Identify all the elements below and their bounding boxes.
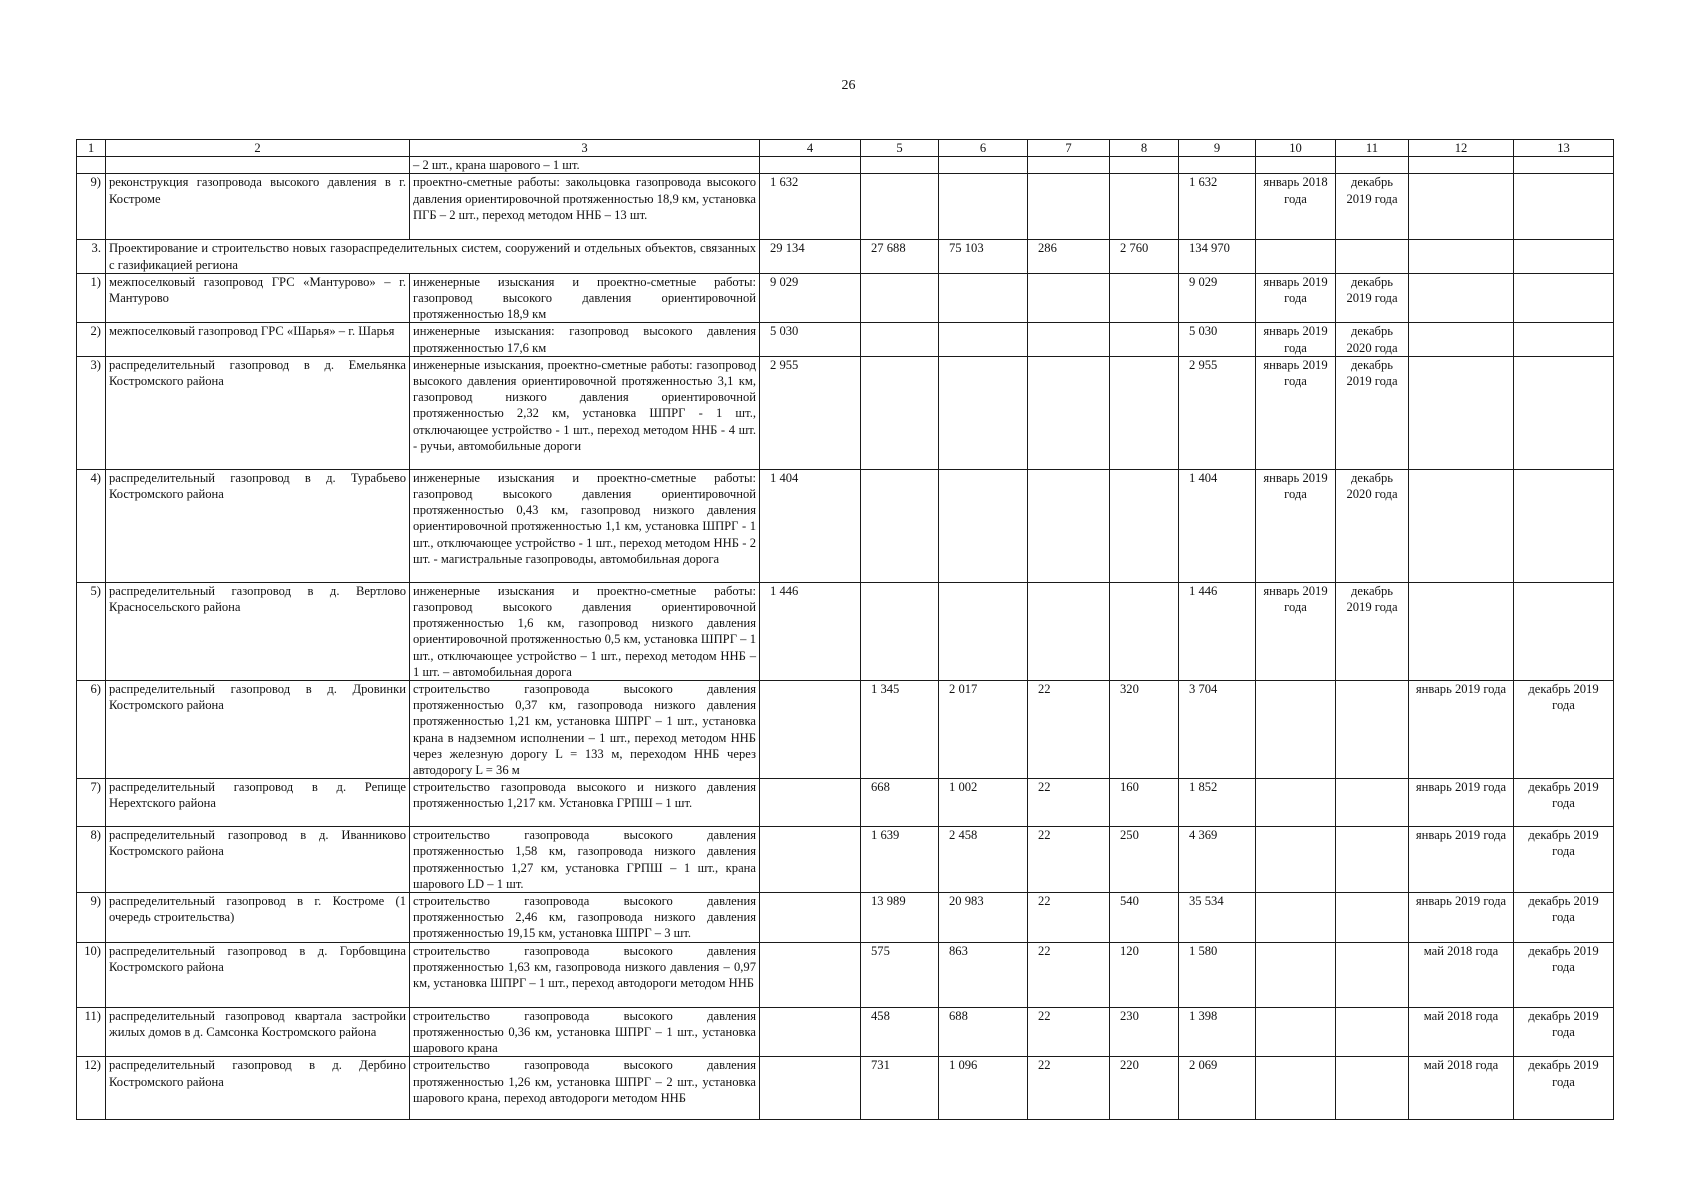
table-row bbox=[77, 942, 1614, 1007]
cell-col-9: 4 369 bbox=[1179, 827, 1256, 893]
table-row bbox=[77, 779, 1614, 827]
cell-col-9: 9 029 bbox=[1179, 273, 1256, 323]
cell-construction-end: декабрь 2019 года bbox=[1514, 827, 1614, 893]
col-header-11: 11 bbox=[1336, 140, 1409, 157]
cell-construction-end: декабрь 2019 года bbox=[1514, 893, 1614, 943]
cell-col-4 bbox=[760, 681, 861, 779]
cell-start-date bbox=[1256, 827, 1336, 893]
cell-col-9: 1 404 bbox=[1179, 469, 1256, 582]
cell-col-7 bbox=[1028, 582, 1110, 680]
section-col-9: 134 970 bbox=[1179, 240, 1256, 273]
work-description: строительство газопровода высокого давления протяженностью 1,63 км, газопровода низкого давления – 0,97 км, установка ШПРГ – 1 шт., переход автодороги методом ННБ bbox=[410, 942, 760, 1007]
investment-program-table bbox=[76, 139, 1614, 1120]
cell-col-8: 230 bbox=[1110, 1007, 1179, 1057]
cell-col-6: 1 096 bbox=[939, 1057, 1028, 1120]
cell-col-8 bbox=[1110, 273, 1179, 323]
cell-col-4: 1 632 bbox=[760, 174, 861, 240]
cell-col-9: 1 632 bbox=[1179, 174, 1256, 240]
table-row bbox=[77, 1007, 1614, 1057]
object-name: распределительный газопровод в д. Емельянка Костромского района bbox=[106, 356, 410, 469]
col-header-6: 6 bbox=[939, 140, 1028, 157]
object-name: распределительный газопровод в д. Горбовщина Костромского района bbox=[106, 942, 410, 1007]
cell-col-9: 2 069 bbox=[1179, 1057, 1256, 1120]
cell-col-6: 1 002 bbox=[939, 779, 1028, 827]
column-number-row bbox=[77, 140, 1614, 157]
cell-col-4 bbox=[760, 827, 861, 893]
cell-col-4: 2 955 bbox=[760, 356, 861, 469]
cell-col-6: 2 017 bbox=[939, 681, 1028, 779]
cell-start-date bbox=[1256, 893, 1336, 943]
cell-col-7 bbox=[1028, 323, 1110, 356]
cell-col-6 bbox=[939, 582, 1028, 680]
cell-col-7 bbox=[1028, 356, 1110, 469]
table-row bbox=[77, 469, 1614, 582]
row-number: 2) bbox=[77, 323, 106, 356]
cell-col-5 bbox=[861, 323, 939, 356]
section-col-4: 29 134 bbox=[760, 240, 861, 273]
work-description: строительство газопровода высокого давления протяженностью 2,46 км, газопровода низкого давления протяженностью 19,15 км, установка ШПРГ – 3 шт. bbox=[410, 893, 760, 943]
cell-col-4: 9 029 bbox=[760, 273, 861, 323]
work-description: строительство газопровода высокого давления протяженностью 0,37 км, газопровода низкого давления протяженностью 1,21 км, установка ШПРГ – 1 шт., установка крана в надземном исполнении – 1 шт., переход методом ННБ через железную дорогу L = 133 м, переходом ННБ через автодорогу L = 36 м bbox=[410, 681, 760, 779]
table-row bbox=[77, 681, 1614, 779]
section-number: 3. bbox=[77, 240, 106, 273]
row-number: 8) bbox=[77, 827, 106, 893]
cell-col-8: 120 bbox=[1110, 942, 1179, 1007]
section-col-7: 286 bbox=[1028, 240, 1110, 273]
cell-construction-end: декабрь 2019 года bbox=[1514, 1007, 1614, 1057]
cell-col-6: 20 983 bbox=[939, 893, 1028, 943]
cell-col-5: 1 639 bbox=[861, 827, 939, 893]
table-row bbox=[77, 827, 1614, 893]
cell-end-date: декабрь 2020 года bbox=[1336, 469, 1409, 582]
cell-construction-start: май 2018 года bbox=[1409, 1007, 1514, 1057]
object-name: межпоселковый газопровод ГРС «Мантурово» – г. Мантурово bbox=[106, 273, 410, 323]
row-number: 12) bbox=[77, 1057, 106, 1120]
work-description: строительство газопровода высокого давления протяженностью 1,58 км, газопровода низкого давления протяженностью 1,27 км, установка ГРПШ – 1 шт., крана шарового LD – 1 шт. bbox=[410, 827, 760, 893]
cell-col-5: 458 bbox=[861, 1007, 939, 1057]
cell-col-4: 1 404 bbox=[760, 469, 861, 582]
cell-start-date: январь 2019 года bbox=[1256, 356, 1336, 469]
row-number: 4) bbox=[77, 469, 106, 582]
cell-col-6: 2 458 bbox=[939, 827, 1028, 893]
cell-construction-start bbox=[1409, 469, 1514, 582]
cell-col-4 bbox=[760, 942, 861, 1007]
cell-construction-end bbox=[1514, 323, 1614, 356]
cell-col-7: 22 bbox=[1028, 942, 1110, 1007]
col-header-9: 9 bbox=[1179, 140, 1256, 157]
continuation-row bbox=[77, 157, 1614, 174]
cell-col-8 bbox=[1110, 356, 1179, 469]
cell-col-5: 575 bbox=[861, 942, 939, 1007]
object-name: распределительный газопровод в д. Турабьево Костромского района bbox=[106, 469, 410, 582]
cell-construction-start: январь 2019 года bbox=[1409, 827, 1514, 893]
cell-col-8 bbox=[1110, 469, 1179, 582]
cell-col-7 bbox=[1028, 469, 1110, 582]
cell-end-date bbox=[1336, 893, 1409, 943]
cell-col-5 bbox=[861, 582, 939, 680]
cell-start-date bbox=[1256, 1007, 1336, 1057]
cell-col-9: 3 704 bbox=[1179, 681, 1256, 779]
cell-construction-start bbox=[1409, 582, 1514, 680]
continuation-text: – 2 шт., крана шарового – 1 шт. bbox=[410, 157, 760, 174]
table-row bbox=[77, 174, 1614, 240]
cell-col-7 bbox=[1028, 273, 1110, 323]
cell-col-7: 22 bbox=[1028, 681, 1110, 779]
cell-col-9: 1 580 bbox=[1179, 942, 1256, 1007]
col-header-3: 3 bbox=[410, 140, 760, 157]
cell-col-7: 22 bbox=[1028, 779, 1110, 827]
cell-construction-start: январь 2019 года bbox=[1409, 779, 1514, 827]
cell-col-6 bbox=[939, 323, 1028, 356]
cell-end-date bbox=[1336, 827, 1409, 893]
cell-start-date bbox=[1256, 942, 1336, 1007]
object-name: распределительный газопровод квартала застройки жилых домов в д. Самсонка Костромского района bbox=[106, 1007, 410, 1057]
cell-col-9: 1 446 bbox=[1179, 582, 1256, 680]
cell-col-8: 160 bbox=[1110, 779, 1179, 827]
object-name: распределительный газопровод в д. Репище Нерехтского района bbox=[106, 779, 410, 827]
row-number: 5) bbox=[77, 582, 106, 680]
cell-end-date bbox=[1336, 942, 1409, 1007]
work-description: строительство газопровода высокого давления протяженностью 0,36 км, установка ШПРГ – 1 шт., установка шарового крана bbox=[410, 1007, 760, 1057]
cell-col-9: 1 398 bbox=[1179, 1007, 1256, 1057]
section-row bbox=[77, 240, 1614, 273]
cell-end-date bbox=[1336, 1007, 1409, 1057]
col-header-7: 7 bbox=[1028, 140, 1110, 157]
object-name: межпоселковый газопровод ГРС «Шарья» – г. Шарья bbox=[106, 323, 410, 356]
col-header-5: 5 bbox=[861, 140, 939, 157]
cell-col-6 bbox=[939, 273, 1028, 323]
cell-construction-start: май 2018 года bbox=[1409, 1057, 1514, 1120]
page-number: 26 bbox=[841, 78, 856, 93]
object-name: распределительный газопровод в д. Дровинки Костромского района bbox=[106, 681, 410, 779]
cell-col-8: 220 bbox=[1110, 1057, 1179, 1120]
cell-col-7: 22 bbox=[1028, 827, 1110, 893]
cell-construction-end bbox=[1514, 356, 1614, 469]
cell-construction-start: январь 2019 года bbox=[1409, 893, 1514, 943]
cell-col-4 bbox=[760, 893, 861, 943]
cell-construction-end: декабрь 2019 года bbox=[1514, 942, 1614, 1007]
work-description: инженерные изыскания и проектно-сметные работы: газопровод высокого давления ориентировочной протяженностью 1,6 км, газопровод низкого давления ориентировочной протяженностью 0,5 км, установка ШПРГ – 1 шт., отключающее устройство – 1 шт., переход методом ННБ – 1 шт. – автомобильная дорога bbox=[410, 582, 760, 680]
work-description: инженерные изыскания и проектно-сметные работы: газопровод высокого давления ориентировочной протяженностью 18,9 км bbox=[410, 273, 760, 323]
work-description: строительство газопровода высокого давления протяженностью 1,26 км, установка ШПРГ – 2 шт., установка шарового крана, переход автодороги методом ННБ bbox=[410, 1057, 760, 1120]
cell-col-8 bbox=[1110, 582, 1179, 680]
row-number: 11) bbox=[77, 1007, 106, 1057]
cell-col-4: 1 446 bbox=[760, 582, 861, 680]
cell-col-5: 668 bbox=[861, 779, 939, 827]
table-row bbox=[77, 323, 1614, 356]
cell-end-date bbox=[1336, 1057, 1409, 1120]
table-row bbox=[77, 1057, 1614, 1120]
cell-col-5 bbox=[861, 356, 939, 469]
cell-end-date: декабрь 2020 года bbox=[1336, 323, 1409, 356]
cell-end-date bbox=[1336, 779, 1409, 827]
cell-construction-start bbox=[1409, 356, 1514, 469]
cell-col-8 bbox=[1110, 323, 1179, 356]
cell-col-4 bbox=[760, 1057, 861, 1120]
cell-col-5: 13 989 bbox=[861, 893, 939, 943]
cell-col-5: 731 bbox=[861, 1057, 939, 1120]
object-name: распределительный газопровод в г. Костроме (1 очередь строительства) bbox=[106, 893, 410, 943]
cell-construction-end bbox=[1514, 469, 1614, 582]
cell-col-8: 250 bbox=[1110, 827, 1179, 893]
col-header-4: 4 bbox=[760, 140, 861, 157]
cell-start-date: январь 2019 года bbox=[1256, 323, 1336, 356]
row-number: 10) bbox=[77, 942, 106, 1007]
cell-col-9: 35 534 bbox=[1179, 893, 1256, 943]
cell-col-7: 22 bbox=[1028, 1057, 1110, 1120]
cell-start-date: январь 2019 года bbox=[1256, 582, 1336, 680]
cell-col-6: 863 bbox=[939, 942, 1028, 1007]
section-title: Проектирование и строительство новых газораспределительных систем, сооружений и отдельных объектов, связанных с газификацией региона bbox=[106, 240, 760, 273]
cell-col-8: 540 bbox=[1110, 893, 1179, 943]
cell-col-4 bbox=[760, 779, 861, 827]
cell-col-8: 320 bbox=[1110, 681, 1179, 779]
cell-construction-end bbox=[1514, 273, 1614, 323]
object-name: распределительный газопровод в д. Вертлово Красносельского района bbox=[106, 582, 410, 680]
cell-start-date bbox=[1256, 681, 1336, 779]
col-header-1: 1 bbox=[77, 140, 106, 157]
row-number: 1) bbox=[77, 273, 106, 323]
cell-start-date: январь 2018 года bbox=[1256, 174, 1336, 240]
table-row bbox=[77, 356, 1614, 469]
cell-construction-end bbox=[1514, 582, 1614, 680]
col-header-8: 8 bbox=[1110, 140, 1179, 157]
cell-col-6 bbox=[939, 356, 1028, 469]
col-header-10: 10 bbox=[1256, 140, 1336, 157]
cell-construction-start: май 2018 года bbox=[1409, 942, 1514, 1007]
cell-construction-end: декабрь 2019 года bbox=[1514, 681, 1614, 779]
cell-start-date bbox=[1256, 779, 1336, 827]
cell-end-date: декабрь 2019 года bbox=[1336, 582, 1409, 680]
table-row bbox=[77, 273, 1614, 323]
cell-start-date bbox=[1256, 1057, 1336, 1120]
row-number: 7) bbox=[77, 779, 106, 827]
work-description: строительство газопровода высокого и низкого давления протяженностью 1,217 км. Установка ГРПШ – 1 шт. bbox=[410, 779, 760, 827]
table-row bbox=[77, 582, 1614, 680]
cell-col-5 bbox=[861, 273, 939, 323]
cell-construction-end: декабрь 2019 года bbox=[1514, 1057, 1614, 1120]
work-description: проектно-сметные работы: закольцовка газопровода высокого давления ориентировочной протяженностью 18,9 км, установка ПГБ – 2 шт., переход методом ННБ – 13 шт. bbox=[410, 174, 760, 240]
cell-construction-start: январь 2019 года bbox=[1409, 681, 1514, 779]
cell-col-7: 22 bbox=[1028, 893, 1110, 943]
cell-start-date: январь 2019 года bbox=[1256, 469, 1336, 582]
cell-end-date bbox=[1336, 681, 1409, 779]
cell-end-date: декабрь 2019 года bbox=[1336, 356, 1409, 469]
row-number: 3) bbox=[77, 356, 106, 469]
work-description: инженерные изыскания и проектно-сметные работы: газопровод высокого давления ориентировочной протяженностью 0,43 км, газопровод низкого давления ориентировочной протяженностью 1,1 км, установка ШПРГ - 1 шт., отключающее устройство - 1 шт., переход методом ННБ - 2 шт. - магистральные газопроводы, автомобильная дорога bbox=[410, 469, 760, 582]
object-name: распределительный газопровод в д. Иванниково Костромского района bbox=[106, 827, 410, 893]
cell-col-4 bbox=[760, 1007, 861, 1057]
cell-construction-start bbox=[1409, 273, 1514, 323]
work-description: инженерные изыскания: газопровод высокого давления протяженностью 17,6 км bbox=[410, 323, 760, 356]
cell-col-9: 5 030 bbox=[1179, 323, 1256, 356]
section-col-6: 75 103 bbox=[939, 240, 1028, 273]
object-name: реконструкция газопровода высокого давления в г. Костроме bbox=[106, 174, 410, 240]
cell-col-5 bbox=[861, 469, 939, 582]
cell-col-9: 2 955 bbox=[1179, 356, 1256, 469]
work-description: инженерные изыскания, проектно-сметные работы: газопровод высокого давления ориентировочной протяженностью 3,1 км, газопровод низкого давления ориентировочной протяженностью 2,32 км, установка ШПРГ - 1 шт., отключающее устройство - 1 шт., переход методом ННБ - 4 шт. - ручьи, автомобильные дороги bbox=[410, 356, 760, 469]
cell-col-5: 1 345 bbox=[861, 681, 939, 779]
cell-end-date: декабрь 2019 года bbox=[1336, 174, 1409, 240]
section-col-5: 27 688 bbox=[861, 240, 939, 273]
cell-construction-start bbox=[1409, 323, 1514, 356]
row-number: 9) bbox=[77, 893, 106, 943]
cell-col-7: 22 bbox=[1028, 1007, 1110, 1057]
cell-col-4: 5 030 bbox=[760, 323, 861, 356]
col-header-13: 13 bbox=[1514, 140, 1614, 157]
object-name: распределительный газопровод в д. Дербино Костромского района bbox=[106, 1057, 410, 1120]
table-row bbox=[77, 893, 1614, 943]
cell-col-6: 688 bbox=[939, 1007, 1028, 1057]
cell-end-date: декабрь 2019 года bbox=[1336, 273, 1409, 323]
row-number: 6) bbox=[77, 681, 106, 779]
cell-construction-end: декабрь 2019 года bbox=[1514, 779, 1614, 827]
cell-col-6 bbox=[939, 469, 1028, 582]
cell-col-9: 1 852 bbox=[1179, 779, 1256, 827]
col-header-12: 12 bbox=[1409, 140, 1514, 157]
cell-start-date: январь 2019 года bbox=[1256, 273, 1336, 323]
section-col-8: 2 760 bbox=[1110, 240, 1179, 273]
col-header-2: 2 bbox=[106, 140, 410, 157]
row-number: 9) bbox=[77, 174, 106, 240]
